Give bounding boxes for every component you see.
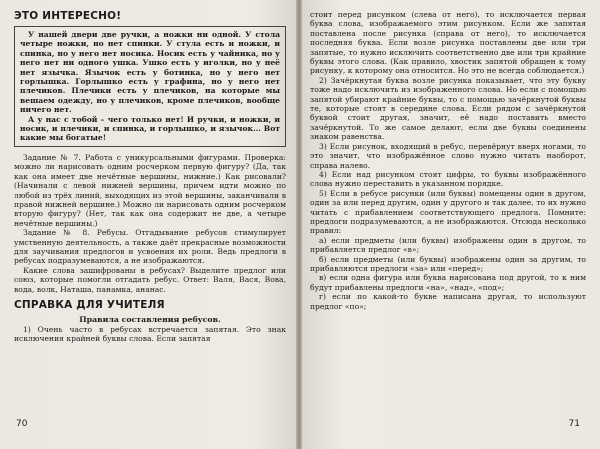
section-heading-teacher: СПРАВКА ДЛЯ УЧИТЕЛЯ xyxy=(14,298,165,311)
right-page xyxy=(298,0,600,449)
page-number-right: 71 xyxy=(568,419,580,429)
right-body xyxy=(310,10,586,311)
rule-1-continued: стоит перед рисунком (слева от него), то исключается первая буква слова, изображаемого этим рисунком. Если же запятая поставлена после рисунка (справа от него), то исключается последняя буква. Если возле рисунка поставлены две или три запятые, то нужно исключить соответственно две или три крайние буквы этого слова. (Как правило, хвостик запятой обращен к тому рисунку, к которому она относится. Но это не всегда соблюдается.) xyxy=(310,10,586,76)
rule-5d: г) если по какой-то букве написана другая, то используют предлог «по»; xyxy=(310,292,586,311)
rule-5: 5) Если в ребусе рисунки (или буквы) помещены один в другом, один за или перед другим, один у другого и так далее, то их нужно читать с прибавлением соответствующего предлога. Помните: предлоги подразумеваются, а не изображаются. Отсюда несколько правил: xyxy=(310,188,586,236)
rule-4: 4) Если над рисунком стоят цифры, то буквы изображённого слова нужно переставить в указанном порядке. xyxy=(310,169,586,189)
rule-5a: а) если предметы (или буквы) изображены один в другом, то прибавляется предлог «в»; xyxy=(310,235,586,255)
rule-5c: в) если одна фигура или буква нарисована под другой, то к ним будут прибавлены предлоги «на», «над», «под»; xyxy=(310,273,586,292)
left-body xyxy=(14,153,286,294)
page-number-left: 70 xyxy=(16,419,28,429)
book-gutter xyxy=(296,0,302,449)
box-paragraph: У нашей двери две ручки, а ножки ни одной. У стола четыре ножки, но нет спинки. У стула есть и ножки, и спинка, но у него нет носика. Носик есть у чайника, но у него нет ни одного ушка. Ушко есть у иголки, но у неё нет язычка. Язычок есть у ботинка, но у него нет горлышка. Горлышко есть у графина, но у него нет плечиков. Плечики есть у плечиков, на которые мы вешаем одежду, но у плечиков, кроме плечиков, вообще ничего нет. xyxy=(20,30,280,115)
section-heading-interesting: ЭТО ИНТЕРЕСНО! xyxy=(14,10,122,22)
left-page xyxy=(0,0,298,449)
rule-2: 2) Зачёркнутая буква возле рисунка показывает, что эту букву тоже надо исключить из изображенного слова. Но если с помощью запятой убирают крайние буквы, то с помощью зачёркнутой буквы те, которые стоят в середине слова. Если рядом с зачёркнутой буквой стоит другая, значит, её надо поставить вместо зачёркнутой. То же самое делают, если две буквы соединены знаком равенства. xyxy=(310,75,586,142)
info-box xyxy=(14,26,286,147)
rule-1: 1) Очень часто в ребусах встречается запятая. Это знак исключения крайней буквы слова. Если запятая xyxy=(14,324,286,344)
rules-body xyxy=(14,325,286,344)
task-7-paragraph: Задание № 7. Работа с уникурсальными фигурами. Проверка: можно ли нарисовать одним росчерком первую фигуру? (Да, так как она имеет две нечётные вершины, нижние.) Как рисовали? (Начинали с левой нижней вершины, причем идти можно по любой из трёх линий, выходящих из этой вершины, заканчивали в правой нижней вершине.) Можно ли нарисовать одним росчерком вторую фигуру? (Нет, так как она содержит не две, а четыре нечётные вершины.) xyxy=(14,152,286,228)
rule-3: 3) Если рисунок, входящий в ребус, перевёрнут вверх ногами, то это значит, что изображённое слово нужно читать наоборот, справа налево. xyxy=(310,141,586,170)
task-8-question: Какие слова зашифрованы в ребусах? Выделите предлог или союз, которые помогли отгадать ребус. Ответ: Валя, Вася, Вова, вода, волк, Наташа, панамка, ананас. xyxy=(14,265,286,294)
task-8-paragraph: Задание № 8. Ребусы. Отгадывание ребусов стимулирует умственную деятельность, а также даёт прекрасные возможности для заучивания предлогов и усвоения их роли. Ведь предлоги в ребусах подразумеваются, а не изображаются. xyxy=(14,228,286,266)
box-paragraph: А у нас с тобой – чего только нет! И ручки, и ножки, и носик, и плечики, и спинка, и горлышко, и язычок... Вот какие мы богатые! xyxy=(20,114,280,143)
rule-5b: б) если предметы (или буквы) изображены один за другим, то прибавляются предлоги «за» или «перед»; xyxy=(310,254,586,273)
rules-title: Правила составления ребусов. xyxy=(79,314,221,324)
